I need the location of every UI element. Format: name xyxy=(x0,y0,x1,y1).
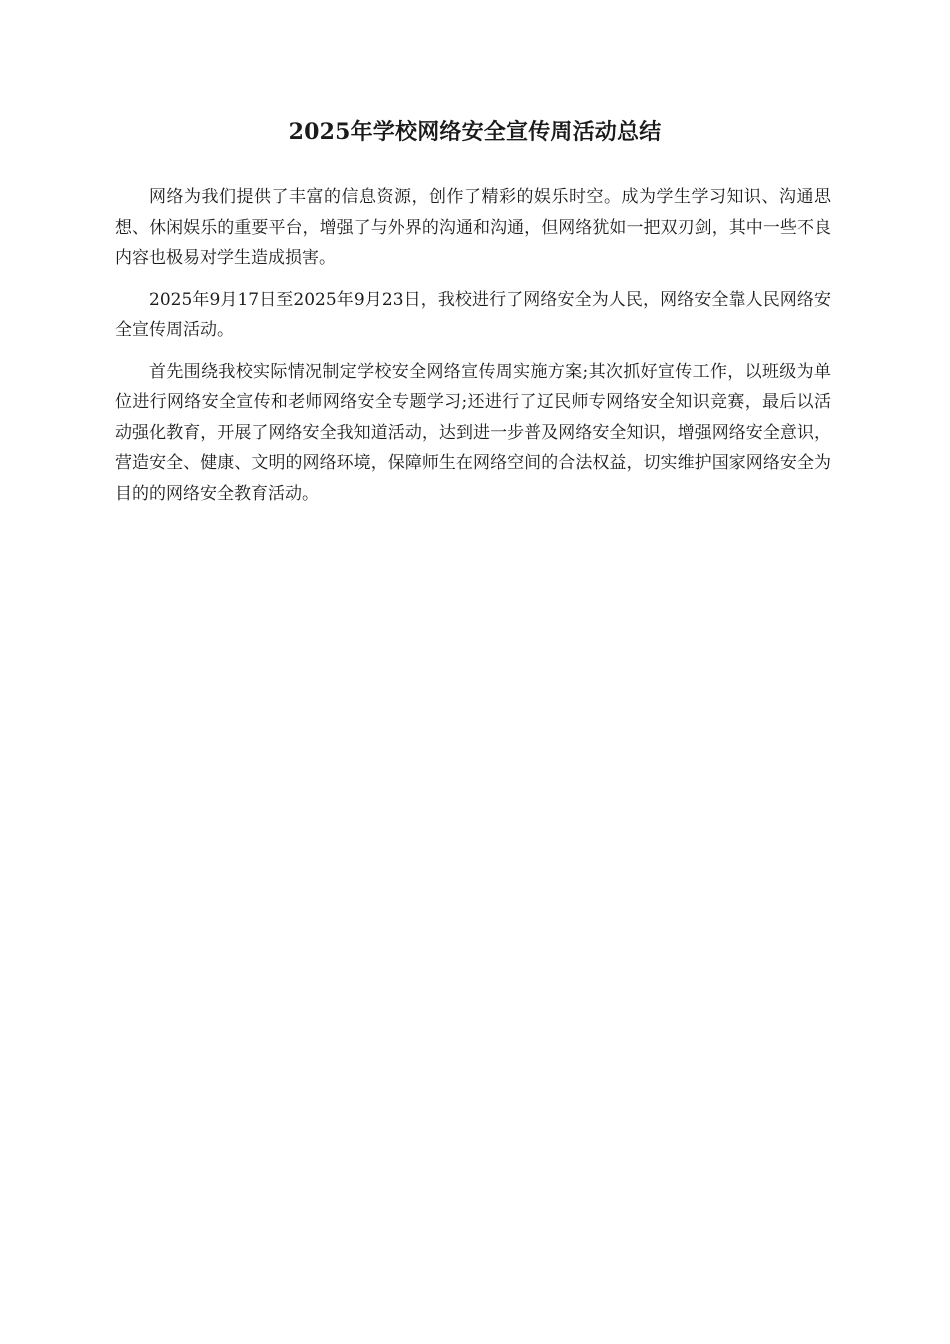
document-body xyxy=(115,182,831,520)
paragraph-intro: 网络为我们提供了丰富的信息资源，创作了精彩的娱乐时空。成为学生学习知识、沟通思想、休闲娱乐的重要平台，增强了与外界的沟通和沟通，但网络犹如一把双刃剑，其中一些不良内容也极易对学生造成损害。 xyxy=(115,187,831,268)
document-title: 2025年学校网络安全宣传周活动总结 xyxy=(288,119,662,145)
paragraph-activities: 首先围绕我校实际情况制定学校安全网络宣传周实施方案;其次抓好宣传工作，以班级为单位进行网络安全宣传和老师网络安全专题学习;还进行了辽民师专网络安全知识竞赛，最后以活动强化教育，开展了网络安全我知道活动，达到进一步普及网络安全知识，增强网络安全意识，营造安全、健康、文明的网络环境，保障师生在网络空间的合法权益，切实维护国家网络安全为目的的网络安全教育活动。 xyxy=(115,361,831,504)
paragraph-dates: 2025年9月17日至2025年9月23日，我校进行了网络安全为人民，网络安全靠人民网络安全宣传周活动。 xyxy=(115,289,831,340)
